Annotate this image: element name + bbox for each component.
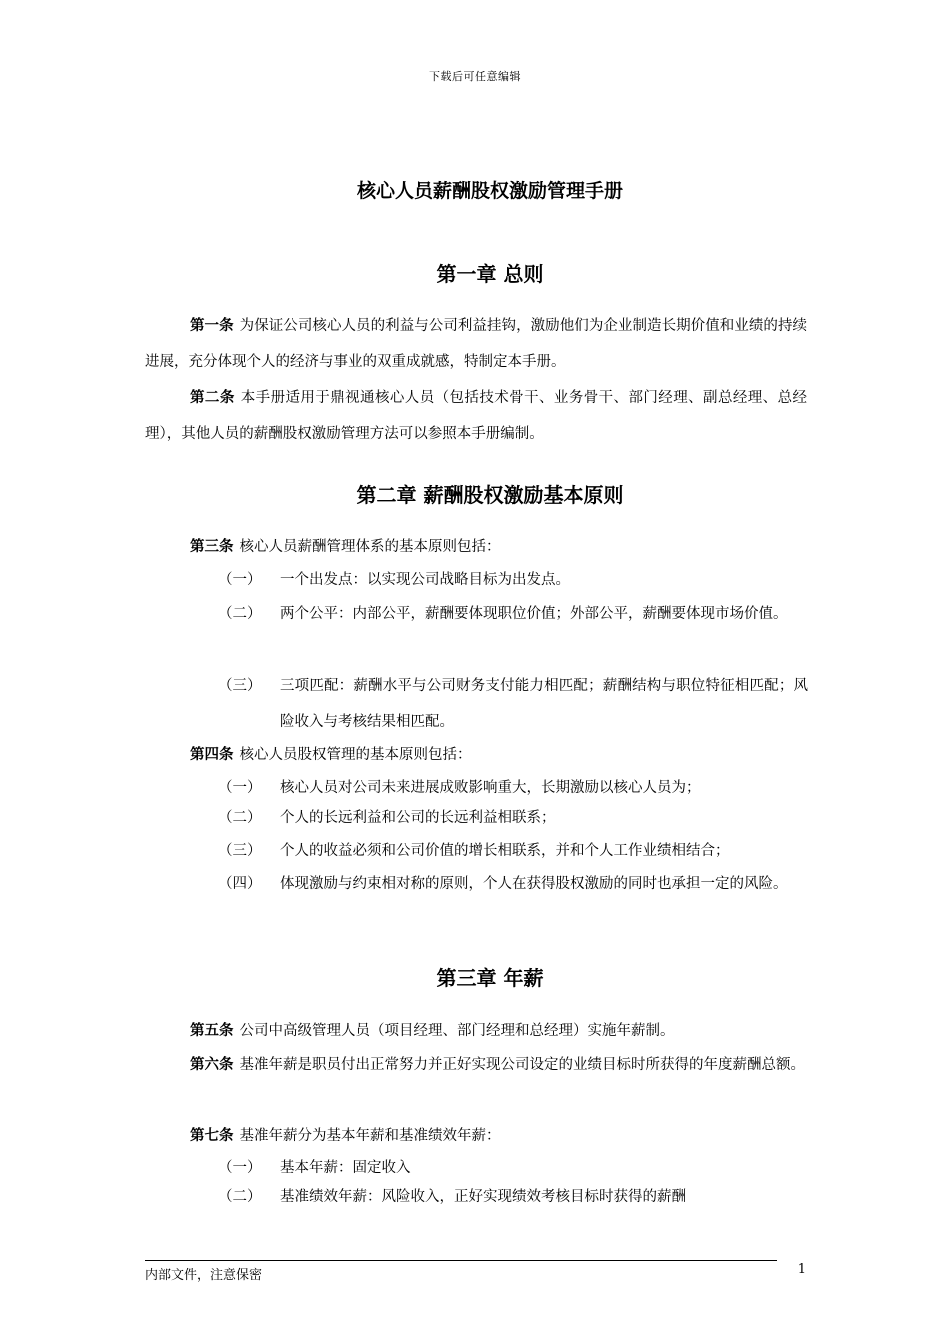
list-item-text: 核心人员对公司未来进展成败影响重大，长期激励以核心人员为； [280, 780, 701, 796]
list-item-number: （三） [218, 843, 262, 859]
list-item-number: （一） [218, 572, 262, 588]
list-item-number: （三） [218, 678, 262, 694]
article-5-label: 第五条 [190, 1023, 234, 1039]
article-2-label: 第二条 [190, 390, 235, 406]
page-header-note: 下载后可任意编辑 [429, 70, 521, 83]
article-1-label: 第一条 [190, 318, 234, 334]
article-7-text: 基准年薪分为基本年薪和基准绩效年薪： [239, 1128, 501, 1144]
chapter-1-title: 第一章 总则 [436, 262, 544, 286]
article-3-label: 第三条 [190, 539, 234, 555]
list-item-text: 个人的长远利益和公司的长远利益相联系； [280, 810, 556, 826]
article-4 [190, 745, 810, 765]
list-item-text: 基准绩效年薪：风险收入，正好实现绩效考核目标时获得的薪酬 [280, 1189, 686, 1205]
article-2-text: 本手册适用于鼎视通核心人员（包括技术骨干、业务骨干、部门经理、副总经理、总经理），其他人员的薪酬股权激励管理方法可以参照本手册编制。 [145, 390, 808, 442]
list-item-text: 个人的收益必须和公司价值的增长相联系，并和个人工作业绩相结合； [280, 843, 730, 859]
list-item-number: （四） [218, 876, 262, 892]
article-3-text: 核心人员薪酬管理体系的基本原则包括： [239, 539, 501, 555]
footer-confidential-note: 内部文件，注意保密 [145, 1268, 263, 1283]
list-item-text: 体现激励与约束相对称的原则，个人在获得股权激励的同时也承担一定的风险。 [280, 876, 788, 892]
article-1 [145, 308, 807, 380]
list-item-text: 三项匹配：薪酬水平与公司财务支付能力相匹配；薪酬结构与职位特征相匹配；风险收入与考核结果相匹配。 [280, 678, 808, 730]
article-6-label: 第六条 [190, 1057, 234, 1073]
list-item-text: 两个公平：内部公平，薪酬要体现职位价值；外部公平，薪酬要体现市场价值。 [280, 606, 788, 622]
article-3 [190, 537, 810, 557]
article-6-text: 基准年薪是职员付出正常努力并正好实现公司设定的业绩目标时所获得的年度薪酬总额。 [239, 1057, 805, 1073]
list-item-number: （二） [218, 810, 262, 826]
list-item-number: （一） [218, 780, 262, 796]
article-7-label: 第七条 [190, 1128, 234, 1144]
page-number: 1 [797, 1262, 806, 1277]
article-2 [145, 380, 807, 452]
list-item-number: （二） [218, 1189, 262, 1205]
chapter-3-title: 第三章 年薪 [436, 966, 544, 990]
footer-divider [145, 1260, 777, 1261]
article-7 [190, 1126, 810, 1146]
article-4-label: 第四条 [190, 747, 234, 763]
article-5-text: 公司中高级管理人员（项目经理、部门经理和总经理）实施年薪制。 [239, 1023, 675, 1039]
article-5 [145, 1013, 807, 1049]
article-6 [145, 1047, 807, 1083]
chapter-2-title: 第二章 薪酬股权激励基本原则 [356, 483, 624, 507]
list-item-text: 一个出发点：以实现公司战略目标为出发点。 [280, 572, 570, 588]
list-item-number: （二） [218, 606, 262, 622]
list-item-text: 基本年薪：固定收入 [280, 1160, 411, 1176]
list-item-number: （一） [218, 1160, 262, 1176]
document-title: 核心人员薪酬股权激励管理手册 [356, 180, 623, 202]
article-1-text: 为保证公司核心人员的利益与公司利益挂钩，激励他们为企业制造长期价值和业绩的持续进展，充分体现个人的经济与事业的双重成就感，特制定本手册。 [145, 318, 808, 370]
article-4-text: 核心人员股权管理的基本原则包括： [239, 747, 472, 763]
